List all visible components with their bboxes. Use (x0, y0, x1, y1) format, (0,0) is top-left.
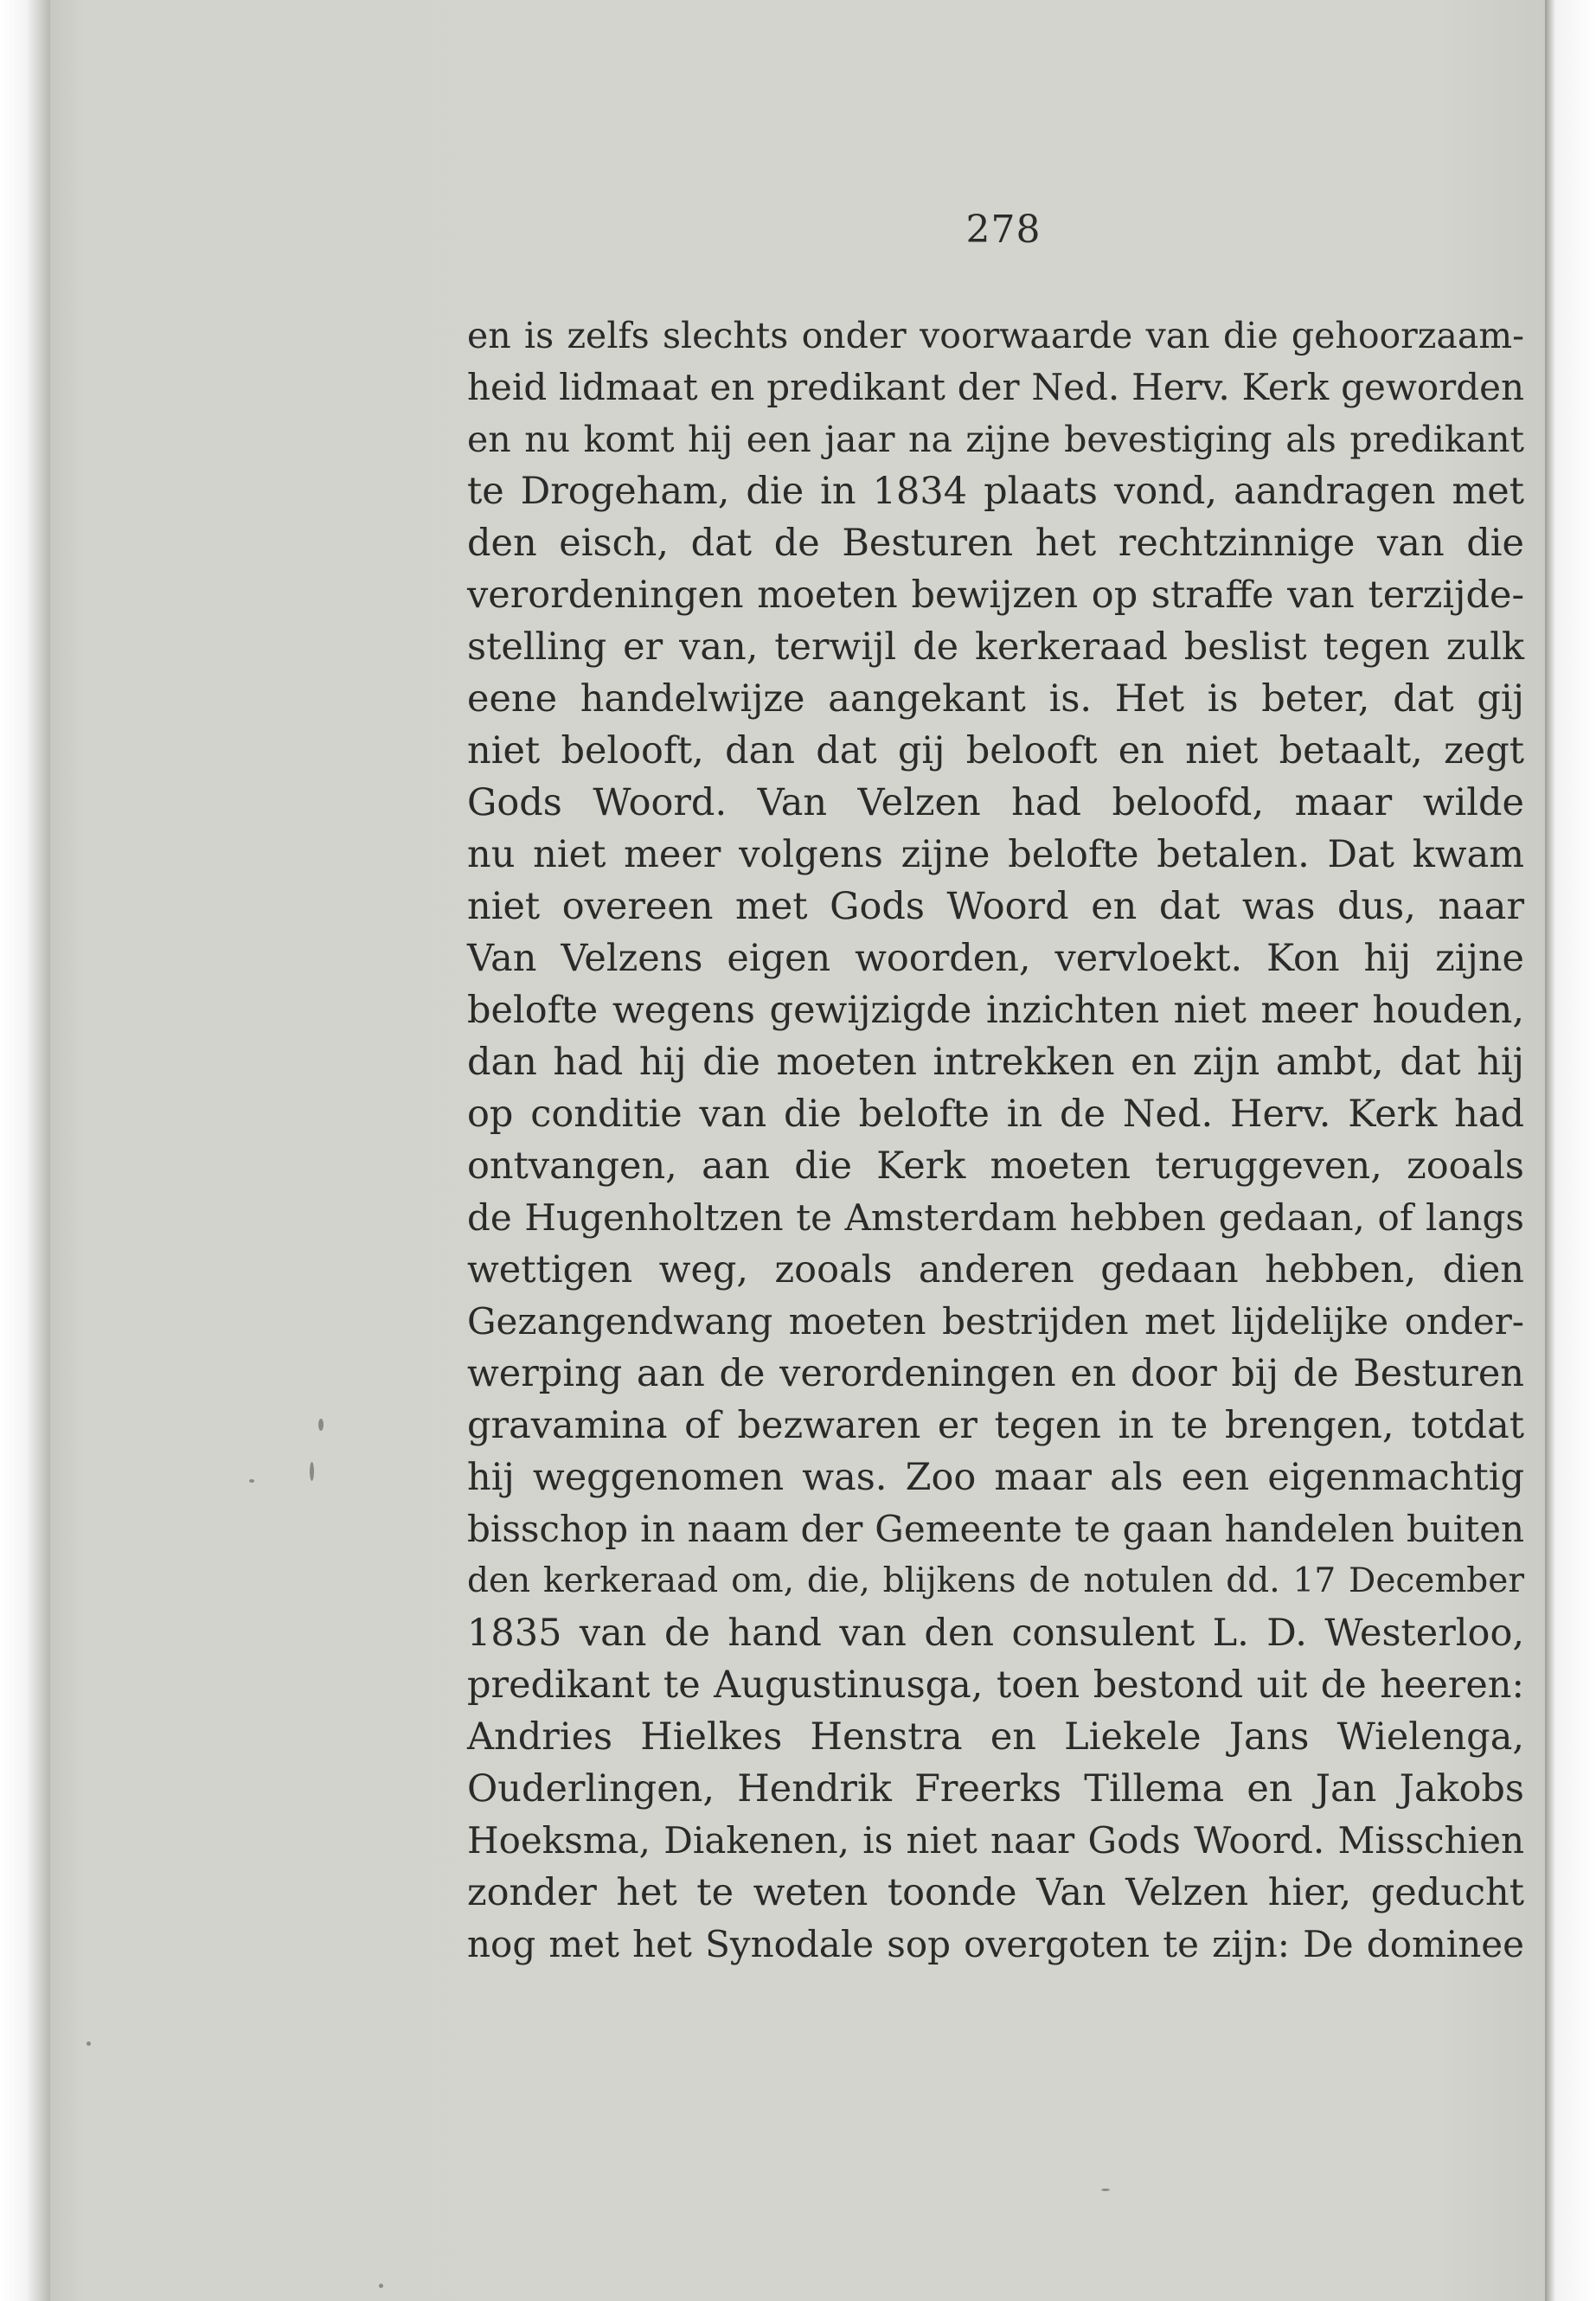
body-text (467, 310, 1524, 1971)
text-line: ontvangen, aan die Kerk moeten teruggeven, zooals (467, 1144, 1524, 1188)
text-line: Andries Hielkes Henstra en Liekele Jans Wielenga, (467, 1715, 1524, 1759)
text-line: Hoeksma, Diakenen, is niet naar Gods Woord. Misschien (467, 1819, 1524, 1862)
paper-speck (87, 2041, 91, 2046)
text-line: te Drogeham, die in 1834 plaats vond, aandragen met (467, 470, 1524, 513)
paper-speck (379, 2284, 383, 2288)
text-line: zonder het te weten toonde Van Velzen hier, geducht (467, 1871, 1524, 1914)
text-line: op conditie van die belofte in de Ned. Herv. Kerk had (467, 1093, 1524, 1136)
text-line: Ouderlingen, Hendrik Freerks Tillema en Jan Jakobs (467, 1767, 1524, 1811)
text-line: bisschop in naam der Gemeente te gaan handelen buiten (467, 1508, 1524, 1550)
text-line: en is zelfs slechts onder voorwaarde van die gehoorzaam- (467, 315, 1524, 356)
text-line: wettigen weg, zooals anderen gedaan hebben, dien (467, 1248, 1524, 1292)
paper-speck (310, 1462, 314, 1481)
text-line: en nu komt hij een jaar na zijne bevestiging als predikant (467, 419, 1524, 460)
text-line: den eisch, dat de Besturen het rechtzinnige van die (467, 522, 1524, 565)
page-number: 278 (965, 208, 1042, 252)
paper-speck (249, 1479, 254, 1483)
text-line: heid lidmaat en predikant der Ned. Herv. Kerk geworden (467, 366, 1524, 408)
text-line: verordeningen moeten bewijzen op straffe van terzijde- (467, 574, 1524, 617)
text-line: Van Velzens eigen woorden, vervloekt. Kon hij zijne (467, 937, 1524, 980)
scan-right-margin (1545, 0, 1596, 2301)
text-line: niet belooft, dan dat gij belooft en niet betaalt, zegt (467, 729, 1524, 772)
text-line: nu niet meer volgens zijne belofte betalen. Dat kwam (467, 833, 1524, 876)
text-line: Gods Woord. Van Velzen had beloofd, maar wilde (467, 781, 1524, 824)
text-line: hij weggenomen was. Zoo maar als een eigenmachtig (467, 1456, 1524, 1499)
text-line: stelling er van, terwijl de kerkeraad beslist tegen zulk (467, 625, 1524, 669)
text-line: eene handelwijze aangekant is. Het is beter, dat gij (467, 677, 1524, 721)
text-line: gravamina of bezwaren er tegen in te brengen, totdat (467, 1404, 1524, 1447)
text-line: werping aan de verordeningen en door bij de Besturen (467, 1352, 1524, 1395)
text-line: de Hugenholtzen te Amsterdam hebben gedaan, of langs (467, 1196, 1524, 1239)
text-line: den kerkeraad om, die, blijkens de notulen dd. 17 December (467, 1561, 1524, 1600)
paper-speck (318, 1419, 324, 1431)
paper-speck (1101, 2189, 1110, 2191)
text-line: niet overeen met Gods Woord en dat was dus, naar (467, 885, 1524, 928)
text-line: Gezangendwang moeten bestrijden met lijdelijke onder- (467, 1300, 1524, 1343)
scan-left-margin (0, 0, 50, 2301)
text-line: nog met het Synodale sop overgoten te zijn: De dominee (467, 1923, 1524, 1965)
text-line: predikant te Augustinusga, toen bestond uit de heeren: (467, 1663, 1524, 1707)
text-line: 1835 van de hand van den consulent L. D. Westerloo, (467, 1612, 1524, 1655)
text-line: dan had hij die moeten intrekken en zijn ambt, dat hij (467, 1041, 1524, 1084)
text-line: belofte wegens gewijzigde inzichten niet meer houden, (467, 989, 1524, 1032)
